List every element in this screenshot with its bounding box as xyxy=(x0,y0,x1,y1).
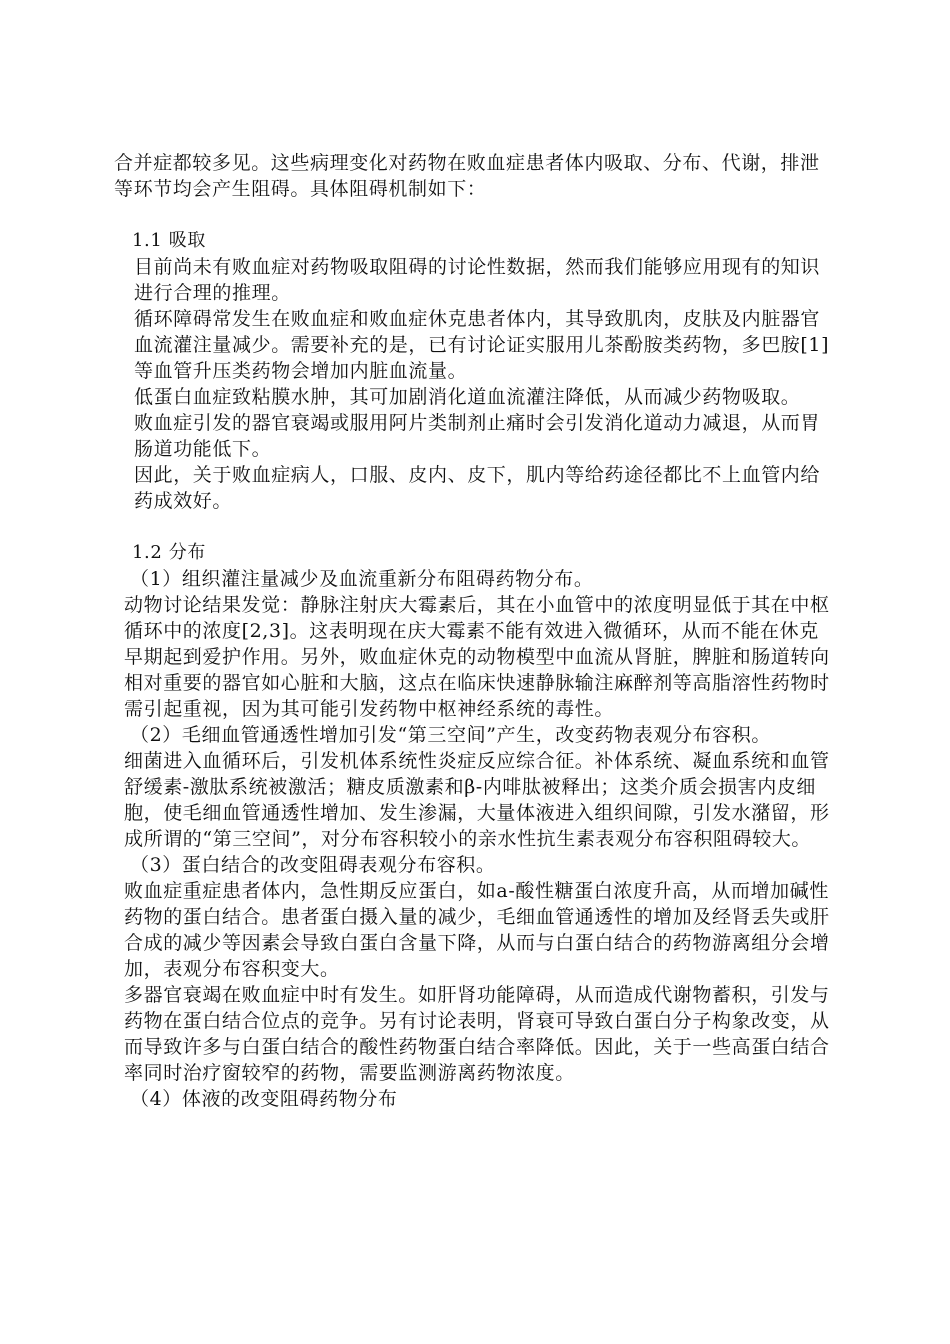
section-1-1-paragraph-3: 低蛋白血症致粘膜水肿，其可加剧消化道血流灌注降低，从而减少药物吸取。 xyxy=(134,386,801,408)
section-1-1-paragraph-4: 败血症引发的器官衰竭或服用阿片类制剂止痛时会引发消化道动力减退，从而胃肠道功能低下。 xyxy=(134,412,821,460)
spacer xyxy=(114,514,836,540)
section-1-1-paragraph-1: 目前尚未有败血症对药物吸取阻碍的讨论性数据，然而我们能够应用现有的知识进行合理的推理。 xyxy=(134,256,821,304)
section-1-2-paragraph-3: 败血症重症患者体内，急性期反应蛋白，如a-酸性糖蛋白浓度升高，从而增加碱性药物的蛋白结合。患者蛋白摄入量的减少，毛细血管通透性的增加及经肾丢失或肝合成的减少等因素会导致白蛋白含量下降，从而与白蛋白结合的药物游离组分会增加，表观分布容积变大。 xyxy=(124,880,830,980)
section-1-2-subheading-3: （3）蛋白结合的改变阻碍表观分布容积。 xyxy=(130,854,496,876)
spacer xyxy=(114,202,836,228)
section-1-1-paragraph-2: 循环障碍常发生在败血症和败血症休克患者体内，其导致肌肉，皮肤及内脏器官血流灌注量减少。需要补充的是，已有讨论证实服用儿茶酚胺类药物，多巴胺[1]等血管升压类药物会增加内脏血流量。 xyxy=(134,308,830,382)
section-1-1-heading: 1.1 吸取 xyxy=(132,230,206,251)
section-1-1-paragraph-5: 因此，关于败血症病人，口服、皮内、皮下，肌内等给药途径都比不上血管内给药成效好。 xyxy=(134,464,821,512)
section-1-2-subheading-4: （4）体液的改变阻碍药物分布 xyxy=(130,1088,398,1110)
section-1-2-subheading-1: （1）组织灌注量减少及血流重新分布阻碍药物分布。 xyxy=(130,568,594,590)
section-1-2-subheading-2: （2）毛细血管通透性增加引发“第三空间”产生，改变药物表观分布容积。 xyxy=(130,724,771,746)
section-1-2-paragraph-2: 细菌进入血循环后，引发机体系统性炎症反应综合征。补体系统、凝血系统和血管舒缓素-激肽系统被激活；糖皮质激素和β-内啡肽被释出；这类介质会损害内皮细胞，使毛细血管通透性增加、发生渗漏，大量体液进入组织间隙，引发水潴留，形成所谓的“第三空间”，对分布容积较小的亲水性抗生素表观分布容积阻碍较大。 xyxy=(124,750,830,850)
intro-paragraph: 合并症都较多见。这些病理变化对药物在败血症患者体内吸取、分布、代谢，排泄等环节均会产生阻碍。具体阻碍机制如下： xyxy=(114,152,820,200)
section-1-2-paragraph-4: 多器官衰竭在败血症中时有发生。如肝肾功能障碍，从而造成代谢物蓄积，引发与药物在蛋白结合位点的竞争。另有讨论表明，肾衰可导致白蛋白分子构象改变，从而导致许多与白蛋白结合的酸性药物蛋白结合率降低。因此，关于一些高蛋白结合率同时治疗窗较窄的药物，需要监测游离药物浓度。 xyxy=(124,984,830,1084)
document-page xyxy=(114,150,836,1112)
section-1-2-heading: 1.2 分布 xyxy=(132,542,206,563)
section-1-2-paragraph-1: 动物讨论结果发觉：静脉注射庆大霉素后，其在小血管中的浓度明显低于其在中枢循环中的浓度[2,3]。这表明现在庆大霉素不能有效进入微循环，从而不能在休克早期起到爱护作用。另外，败血症休克的动物模型中血流从肾脏，脾脏和肠道转向相对重要的器官如心脏和大脑，这点在临床快速静脉输注麻醉剂等高脂溶性药物时需引起重视，因为其可能引发药物中枢神经系统的毒性。 xyxy=(124,594,830,720)
